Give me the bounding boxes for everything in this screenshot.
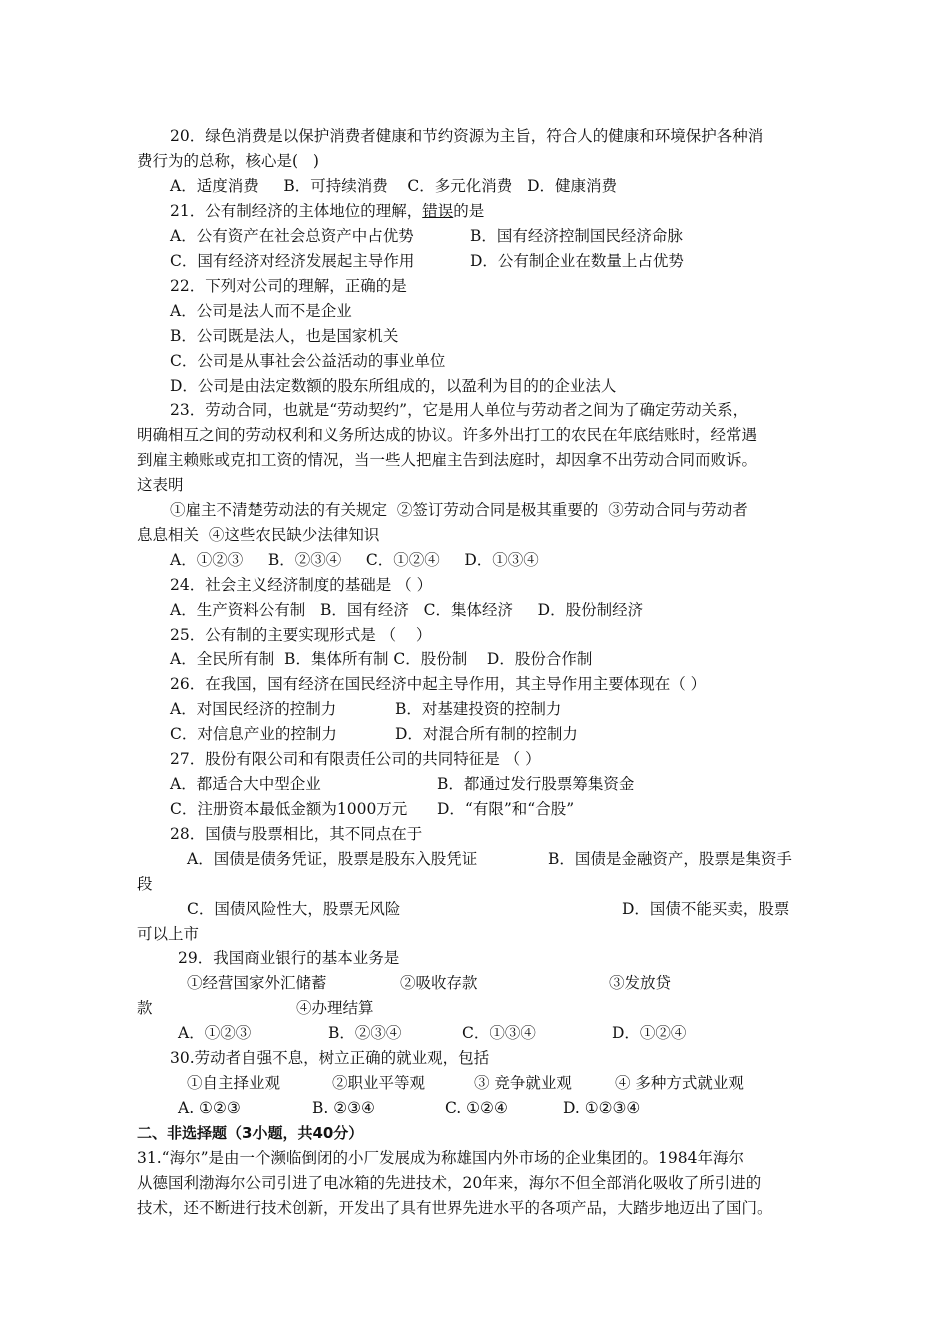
q26-stem: 26．在我国，国有经济在国民经济中起主导作用，其主导作用主要体现在（ ） — [170, 675, 707, 693]
q28-option-b-line1: B．国债是金融资产，股票是集资手 — [548, 850, 792, 868]
q29-item-3-line2: 款 — [137, 999, 153, 1017]
q24-stem: 24．社会主义经济制度的基础是 （ ） — [170, 576, 433, 594]
q22-option-d: D．公司是由法定数额的股东所组成的，以盈利为目的的企业法人 — [170, 377, 617, 395]
q28-option-a: A．国债是债务凭证，股票是股东入股凭证 — [187, 850, 478, 868]
q28-stem: 28．国债与股票相比，其不同点在于 — [170, 825, 423, 843]
q23-items-line2: 息息相关 ④这些农民缺少法律知识 — [137, 526, 380, 544]
q21-stem-part2: 的是 — [453, 202, 485, 220]
q30-option-a: A. ①②③ — [178, 1099, 241, 1117]
q23-stem-line1: 23．劳动合同，也就是“劳动契约”，它是用人单位与劳动者之间为了确定劳动关系， — [170, 401, 749, 419]
q23-items-line1: ①雇主不清楚劳动法的有关规定 ②签订劳动合同是极其重要的 ③劳动合同与劳动者 — [170, 501, 748, 519]
q21-option-a: A．公有资产在社会总资产中占优势 — [170, 227, 414, 245]
q26-option-c: C．对信息产业的控制力 — [170, 725, 337, 743]
q31-line1: 31.“海尔”是由一个濒临倒闭的小厂发展成为称雄国内外市场的企业集团的。1984年海尔 — [137, 1149, 744, 1167]
q30-item-1: ①自主择业观 — [187, 1074, 281, 1092]
q30-item-3: ③ 竞争就业观 — [474, 1074, 572, 1092]
q30-option-b: B. ②③④ — [312, 1099, 375, 1117]
q29-item-4: ④办理结算 — [296, 999, 374, 1017]
q20-options: A．适度消费 B．可持续消费 C．多元化消费 D．健康消费 — [170, 177, 617, 195]
q30-option-d: D. ①②③④ — [563, 1099, 641, 1117]
q20-stem-line1: 20．绿色消费是以保护消费者健康和节约资源为主旨，符合人的健康和环境保护各种消 — [170, 127, 764, 145]
q28-option-d-line1: D．国债不能买卖，股票 — [622, 900, 790, 918]
q29-option-d: D．①②④ — [612, 1024, 687, 1042]
q21-option-b: B．国有经济控制国民经济命脉 — [470, 227, 683, 245]
q27-option-c: C．注册资本最低金额为1000万元 — [170, 800, 408, 818]
q21-option-c: C．国有经济对经济发展起主导作用 — [170, 252, 415, 270]
q30-option-c: C. ①②④ — [445, 1099, 508, 1117]
q24-options: A．生产资料公有制 B．国有经济 C．集体经济 D．股份制经济 — [170, 601, 644, 619]
q22-option-a: A．公司是法人而不是企业 — [170, 302, 352, 320]
q23-stem-line3: 到雇主赖账或克扣工资的情况，当一些人把雇主告到法庭时，却因拿不出劳动合同而败诉。 — [137, 451, 758, 469]
q28-option-d-line2: 可以上市 — [137, 925, 200, 943]
q30-stem: 30.劳动者自强不息，树立正确的就业观，包括 — [170, 1049, 490, 1067]
q29-item-2: ②吸收存款 — [400, 974, 478, 992]
q29-option-c: C．①③④ — [462, 1024, 536, 1042]
q27-option-a: A．都适合大中型企业 — [170, 775, 321, 793]
q23-stem-line4: 这表明 — [137, 476, 184, 494]
q22-option-c: C．公司是从事社会公益活动的事业单位 — [170, 352, 446, 370]
q25-stem: 25．公有制的主要实现形式是 （ ） — [170, 626, 432, 644]
q22-option-b: B．公司既是法人，也是国家机关 — [170, 327, 399, 345]
q26-option-b: B．对基建投资的控制力 — [395, 700, 562, 718]
q28-option-b-line2: 段 — [137, 875, 153, 893]
q30-item-4: ④ 多种方式就业观 — [615, 1074, 744, 1092]
q31-line3: 技术，还不断进行技术创新，开发出了具有世界先进水平的各项产品，大踏步地迈出了国门。 — [137, 1199, 773, 1217]
q20-stem-line2: 费行为的总称，核心是( ) — [137, 152, 319, 170]
q28-option-c: C．国债风险性大，股票无风险 — [187, 900, 401, 918]
q27-option-b: B．都通过发行股票筹集资金 — [437, 775, 635, 793]
q22-stem: 22．下列对公司的理解，正确的是 — [170, 277, 407, 295]
q21-stem-underlined: 错误 — [422, 202, 454, 220]
q29-option-b: B．②③④ — [328, 1024, 402, 1042]
q27-option-d: D．“有限”和“合股” — [437, 800, 575, 818]
q29-option-a: A．①②③ — [178, 1024, 252, 1042]
q29-stem: 29．我国商业银行的基本业务是 — [178, 949, 400, 967]
q25-options: A．全民所有制 B．集体所有制 C．股份制 D．股份合作制 — [170, 650, 593, 668]
q21-stem-part1: 21．公有制经济的主体地位的理解， — [170, 202, 423, 220]
q29-item-1: ①经营国家外汇储蓄 — [187, 974, 327, 992]
section-heading: 二、非选择题（3小题，共40分） — [137, 1124, 364, 1142]
q30-item-2: ②职业平等观 — [332, 1074, 426, 1092]
q23-options: A．①②③ B．②③④ C．①②④ D．①③④ — [170, 551, 539, 569]
q26-option-d: D．对混合所有制的控制力 — [395, 725, 578, 743]
q26-option-a: A．对国民经济的控制力 — [170, 700, 337, 718]
q23-stem-line2: 明确相互之间的劳动权利和义务所达成的协议。许多外出打工的农民在年底结账时，经常遇 — [137, 426, 758, 444]
q21-option-d: D．公有制企业在数量上占优势 — [470, 252, 684, 270]
q31-line2: 从德国利渤海尔公司引进了电冰箱的先进技术，20年来，海尔不但全部消化吸收了所引进的 — [137, 1174, 762, 1192]
q27-stem: 27．股份有限公司和有限责任公司的共同特征是 （ ） — [170, 750, 541, 768]
q21-stem — [170, 199, 484, 224]
q29-item-3-line1: ③发放贷 — [609, 974, 672, 992]
